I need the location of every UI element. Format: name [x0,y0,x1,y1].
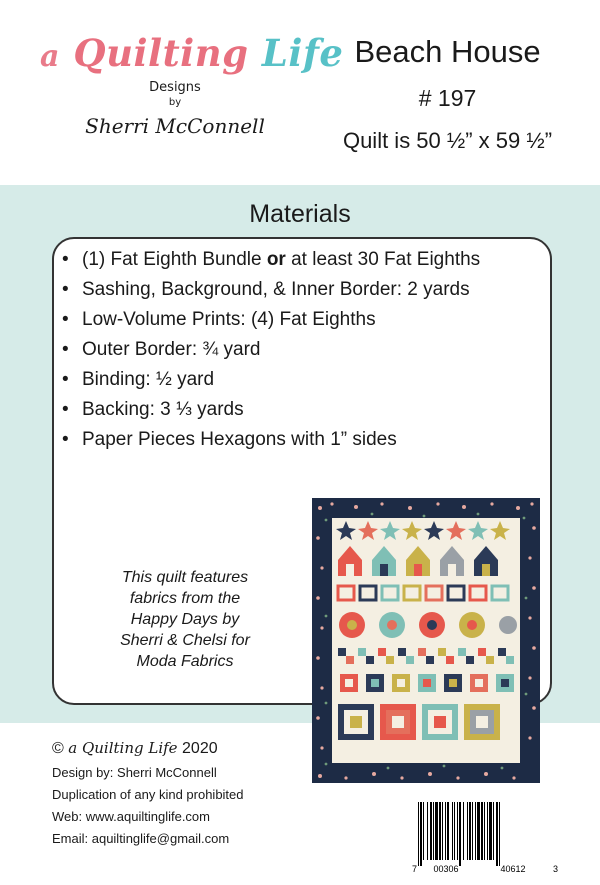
barcode [410,800,560,875]
footer-info [52,735,352,850]
website-line: Web: www.aquiltinglife.com [52,809,210,824]
materials-item-emphasis: or [266,249,286,270]
barcode-bar [423,802,424,860]
barcode-bar [442,802,443,860]
copyright-line [52,735,352,762]
email-line: Email: aquiltinglife@gmail.com [52,831,230,846]
materials-list [60,245,540,455]
barcode-bar [457,802,458,860]
barcode-digit-last: 3 [553,864,559,874]
logo-by-text: by [168,97,182,108]
barcode-bar [499,802,500,866]
logo-word-life: Life [261,31,344,75]
materials-item: • Paper Pieces Hexagons with 1” sides [60,425,540,455]
barcode-bar [484,802,485,860]
copyright-year: 2020 [182,740,218,757]
materials-item-text: (1) Fat Eighth Bundle [82,249,267,270]
barcode-bar [481,802,483,860]
materials-item: • Binding: ½ yard [60,365,540,395]
barcode-bar [433,802,434,860]
barcode-bar [454,802,455,860]
logo-author-name: Sherri McConnell [85,114,265,138]
barcode-bar [418,802,419,866]
barcode-bar [427,802,428,860]
pattern-title-block [300,32,595,158]
materials-item: • Outer Border: ¾ yard [60,335,540,365]
copyright-brand: a Quilting Life [68,739,178,757]
logo-word-quilting: Quilting [73,31,249,75]
barcode-bar [463,802,464,860]
pattern-number: # 197 [418,85,477,111]
barcode-digit-first: 7 [412,864,418,874]
barcode-bar [445,802,446,860]
brand-logo [40,30,344,142]
barcode-bar [489,802,492,860]
barcode-bar [420,802,422,866]
barcode-bar [475,802,476,860]
barcode-bar [477,802,480,860]
fabric-credit-note [80,567,290,672]
barcode-bar [430,802,432,860]
duplication-notice: Duplication of any kind prohibited [52,787,244,802]
copyright-symbol: © [52,740,64,757]
logo-wordmark [40,30,344,80]
materials-item-text: at least 30 Fat Eighths [285,249,481,270]
barcode-bar [459,802,461,866]
barcode-bar [487,802,488,860]
quilt-size: Quilt is 50 ½” x 59 ½” [342,128,553,153]
barcode-bar [447,802,449,860]
barcode-bar [496,802,498,866]
barcode-group-right: 40612 [500,864,526,874]
materials-item [60,245,540,275]
barcode-bar [435,802,438,860]
materials-item: • Backing: 3 ⅓ yards [60,395,540,425]
barcode-bar [472,802,473,860]
materials-heading: Materials [249,200,351,228]
barcode-group-left: 00306 [433,864,459,874]
barcode-bar [467,802,468,860]
logo-word-a: a [40,39,60,74]
materials-item: • Low-Volume Prints: (4) Fat Eighths [60,305,540,335]
fabric-note-line: Happy Days by [130,611,240,628]
barcode-bar [469,802,471,860]
barcode-bar [439,802,441,860]
pattern-title: Beach House [354,34,541,69]
fabric-note-line: fabrics from the [129,590,241,607]
fabric-note-line: This quilt features [121,569,249,586]
materials-item: • Sashing, Background, & Inner Border: 2 yards [60,275,540,305]
fabric-note-line: Sherri & Chelsi for [120,632,250,649]
logo-designs-text: Designs [149,80,201,95]
barcode-bar [493,802,494,860]
fabric-note-line: Moda Fabrics [136,653,234,670]
design-credit: Design by: Sherri McConnell [52,765,217,780]
barcode-bar [452,802,453,860]
